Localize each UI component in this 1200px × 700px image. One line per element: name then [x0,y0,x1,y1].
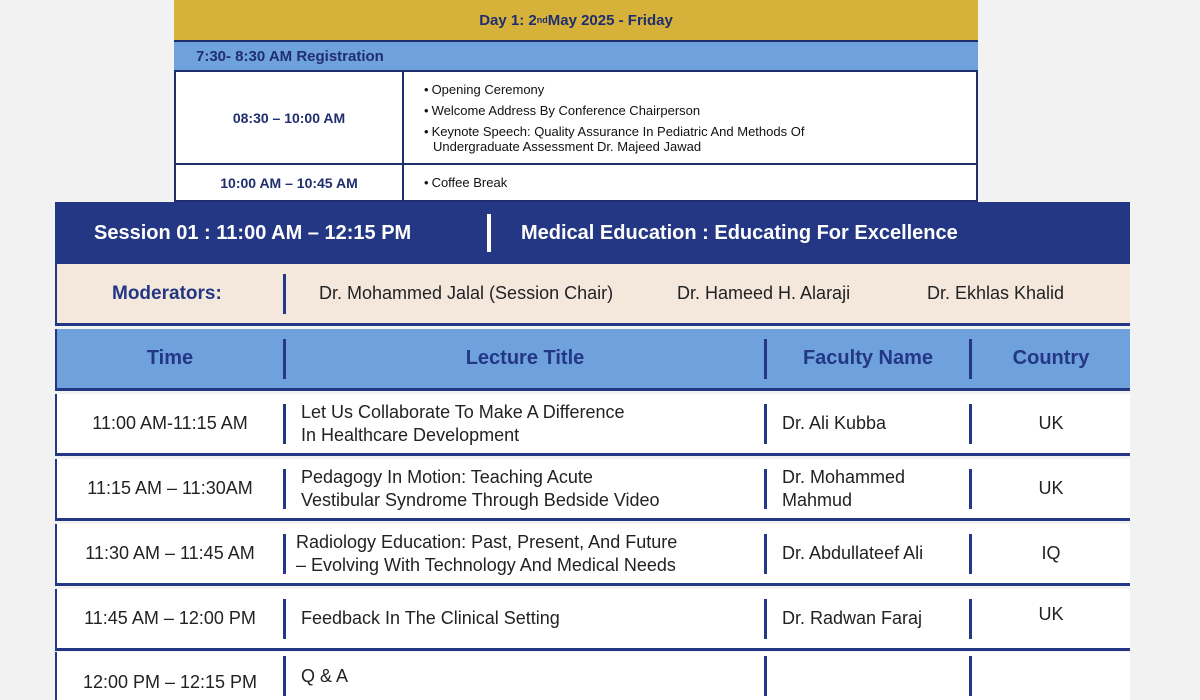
day-row-time: 08:30 – 10:00 AM [176,72,404,163]
row-faculty: Dr. Radwan Faraj [782,608,923,628]
row-title-line: – Evolving With Technology And Medical Needs [296,554,676,575]
day-row-coffee [174,165,978,202]
divider [764,656,767,696]
row-title-line: Pedagogy In Motion: Teaching Acute [301,466,593,487]
row-time: 11:45 AM – 12:00 PM [84,608,256,628]
divider [283,274,286,314]
table-header [55,329,1130,391]
agenda-item: • Keynote Speech: Quality Assurance In Pediatric And Methods Of [424,124,804,139]
moderators-label: Moderators: [112,282,222,304]
day-title [174,0,978,42]
divider [487,214,491,252]
column-header-country: Country [1012,347,1090,369]
row-country: UK [1038,478,1064,498]
row-country: UK [1038,413,1064,433]
row-title [286,531,764,577]
table-row [55,394,1130,456]
row-title [286,466,764,512]
row-title: Q & A [301,665,349,686]
column-header-faculty: Faculty Name [802,347,934,369]
agenda-item-continuation: Undergraduate Assessment Dr. Majeed Jawad [433,138,702,154]
session-time: Session 01 : 11:00 AM – 12:15 PM [94,221,412,244]
row-faculty [767,466,969,512]
moderator-name: Dr. Ekhlas Khalid [927,283,1065,303]
day-row-opening [174,72,978,165]
divider [969,656,972,696]
agenda-item: • Welcome Address By Conference Chairperson [424,103,976,118]
row-faculty: Dr. Ali Kubba [782,413,887,433]
day-title-suffix: May 2025 - Friday [547,11,673,29]
table-row [55,459,1130,521]
row-country: IQ [1041,543,1061,563]
registration-row [174,42,978,72]
session-theme: Medical Education : Educating For Excellence [521,221,958,244]
moderators-row [55,264,1130,326]
day-title-sup: nd [536,15,548,25]
moderator-name: Dr. Mohammed Jalal (Session Chair) [319,283,614,303]
row-faculty-line: Mahmud [782,489,853,510]
day-title-prefix: Day 1: 2 [479,11,537,29]
table-row [55,524,1130,586]
column-header-time: Time [146,347,194,369]
table-row [55,652,1130,700]
agenda-item-keynote [424,124,976,154]
row-title-line: Let Us Collaborate To Make A Difference [301,401,625,422]
row-time: 11:00 AM-11:15 AM [92,413,248,433]
agenda-item: • Opening Ceremony [424,82,976,97]
row-time: 12:00 PM – 12:15 PM [82,671,258,692]
column-header-title: Lecture Title [465,347,585,369]
row-time: 11:30 AM – 11:45 AM [85,543,255,563]
row-country: UK [1038,604,1064,624]
day-row-items [404,72,976,163]
row-title: Feedback In The Clinical Setting [301,608,560,628]
row-title-line: Vestibular Syndrome Through Bedside Video [301,489,660,510]
table-row [55,589,1130,651]
row-time: 11:15 AM – 11:30AM [87,478,253,498]
day-row-time: 10:00 AM – 10:45 AM [176,165,404,200]
moderator-name: Dr. Hameed H. Alaraji [677,283,851,303]
row-title [286,401,764,447]
registration-label: 7:30- 8:30 AM Registration [196,47,384,65]
row-faculty: Dr. Abdullateef Ali [782,543,924,563]
session-header [55,202,1130,264]
row-title-line: Radiology Education: Past, Present, And Future [296,531,678,552]
day-row-items [404,165,976,200]
agenda-item: • Coffee Break [424,175,976,190]
row-title-line: In Healthcare Development [301,424,520,445]
row-faculty-line: Dr. Mohammed [782,466,906,487]
